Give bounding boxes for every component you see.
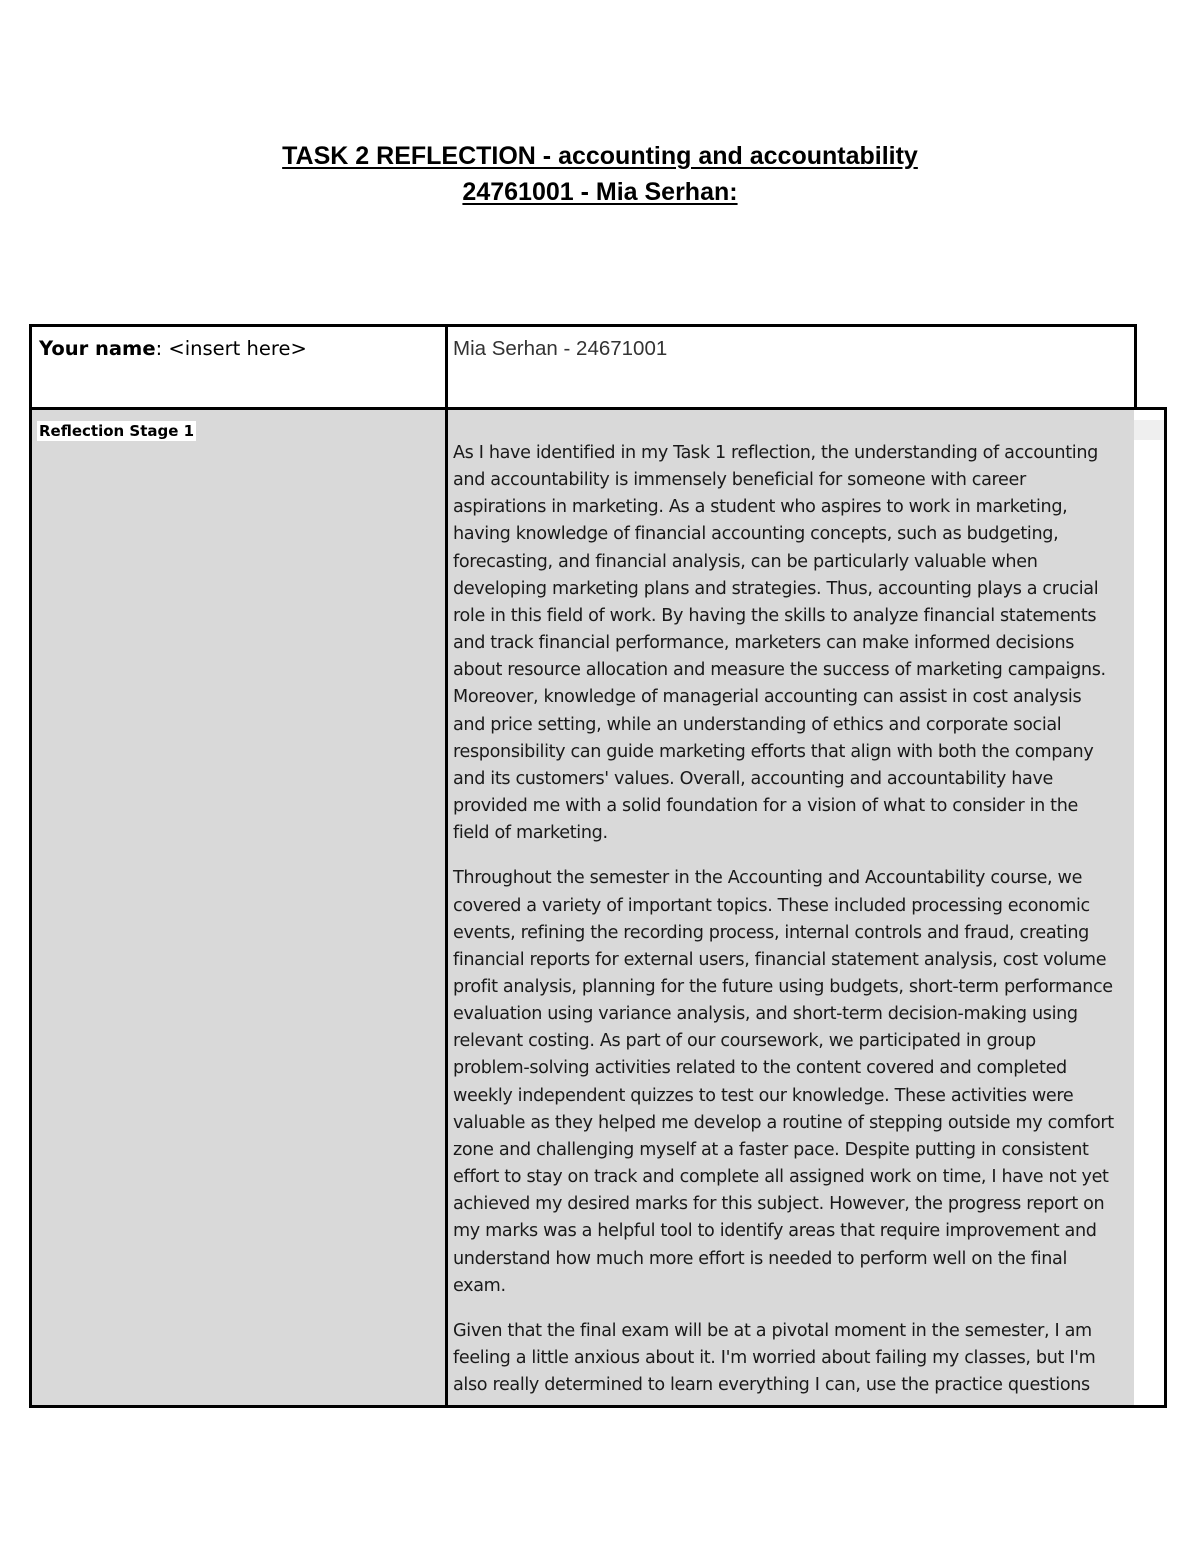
text-line: achieved my desired marks for this subject. However, the progress report on <box>453 1194 1105 1215</box>
reflection-paragraph <box>453 865 1125 1300</box>
reflection-text[interactable] <box>453 440 1125 1417</box>
text-line: exam. <box>453 1275 506 1296</box>
text-line: and track financial performance, marketers can make informed decisions <box>453 633 1075 654</box>
column-divider <box>445 327 448 407</box>
text-line: about resource allocation and measure the success of marketing campaigns. <box>453 660 1106 681</box>
reflection-row <box>29 407 1137 1408</box>
text-line: relevant costing. As part of our coursework, we participated in group <box>453 1031 1036 1052</box>
text-line: covered a variety of important topics. These included processing economic <box>453 895 1090 916</box>
text-line: As I have identified in my Task 1 reflection, the understanding of accounting <box>453 443 1098 463</box>
text-line: financial reports for external users, financial statement analysis, cost volume <box>453 949 1107 970</box>
column-divider <box>445 410 448 1405</box>
side-column-shade <box>1134 420 1164 440</box>
text-line: forecasting, and financial analysis, can be particularly valuable when <box>453 551 1038 572</box>
text-line: responsibility can guide marketing efforts that align with both the company <box>453 741 1094 762</box>
text-line: understand how much more effort is needed to perform well on the final <box>453 1248 1068 1269</box>
text-line: profit analysis, planning for the future using budgets, short-term performance <box>453 976 1113 997</box>
text-line: problem-solving activities related to the content covered and completed <box>453 1058 1067 1079</box>
text-line: Given that the final exam will be at a pivotal moment in the semester, I am <box>453 1320 1092 1341</box>
text-line: and accountability is immensely beneficial for someone with career <box>453 470 1026 491</box>
name-value[interactable]: Mia Serhan - 24671001 <box>453 337 668 360</box>
text-line: and its customers' values. Overall, accounting and accountability have <box>453 768 1054 789</box>
text-line: having knowledge of financial accounting concepts, such as budgeting, <box>453 524 1059 545</box>
text-line: zone and challenging myself at a faster pace. Despite putting in consistent <box>453 1139 1089 1160</box>
text-line: effort to stay on track and complete all assigned work on time, I have not yet <box>453 1167 1109 1188</box>
document-title <box>0 138 1200 210</box>
text-line: aspirations in marketing. As a student who aspires to work in marketing, <box>453 497 1068 518</box>
title-line-1: TASK 2 REFLECTION - accounting and accountability <box>282 142 918 170</box>
text-line: developing marketing plans and strategies. Thus, accounting plays a crucial <box>453 578 1099 599</box>
text-line: Moreover, knowledge of managerial accounting can assist in cost analysis <box>453 687 1082 708</box>
text-line: weekly independent quizzes to test our knowledge. These activities were <box>453 1085 1074 1106</box>
text-line: also really determined to learn everything I can, use the practice questions <box>453 1375 1090 1396</box>
name-label-rest: : <insert here> <box>155 337 307 360</box>
name-label-bold: Your name <box>39 337 156 360</box>
reflection-paragraph <box>453 1318 1125 1399</box>
title-line-2: 24761001 - Mia Serhan: <box>462 178 738 206</box>
text-line: feeling a little anxious about it. I'm worried about failing my classes, but I'm <box>453 1348 1096 1368</box>
text-line: and price setting, while an understanding of ethics and corporate social <box>453 714 1062 735</box>
text-line: evaluation using variance analysis, and short-term decision-making using <box>453 1004 1078 1025</box>
text-line: events, refining the recording process, internal controls and fraud, creating <box>453 922 1089 943</box>
reflection-paragraph <box>453 440 1125 847</box>
name-row <box>29 324 1137 410</box>
empty-side-column <box>1134 407 1167 1408</box>
text-line: role in this field of work. By having the skills to analyze financial statements <box>453 605 1097 626</box>
text-line: provided me with a solid foundation for a vision of what to consider in the <box>453 796 1079 817</box>
text-line: valuable as they helped me develop a routine of stepping outside my comfort <box>453 1112 1114 1133</box>
name-label <box>39 337 307 360</box>
text-line: field of marketing. <box>453 823 608 844</box>
text-line: Throughout the semester in the Accounting and Accountability course, we <box>453 868 1083 889</box>
stage-label: Reflection Stage 1 <box>39 422 195 440</box>
text-line: my marks was a helpful tool to identify areas that require improvement and <box>453 1221 1097 1242</box>
